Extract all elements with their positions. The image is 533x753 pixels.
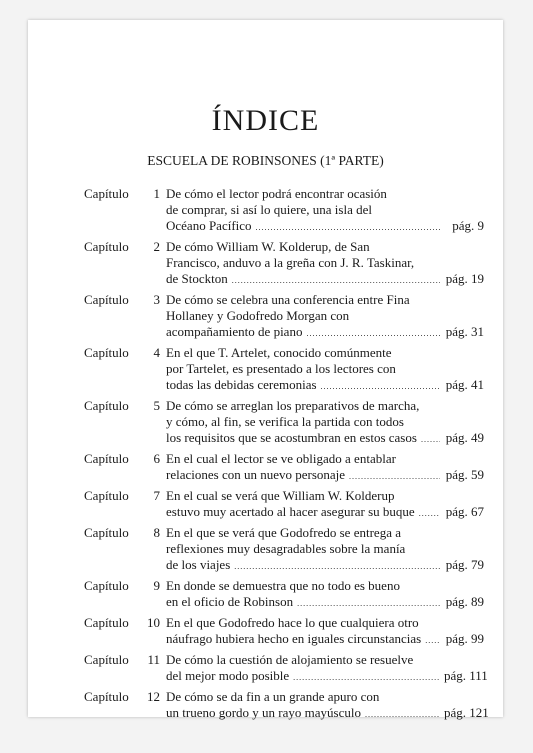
- chapter-label: Capítulo: [84, 689, 129, 704]
- toc-entry: [84, 689, 489, 723]
- chapter-number: 10: [147, 615, 160, 630]
- chapter-title-last-line: [166, 324, 484, 342]
- page-number: pág. 67: [445, 504, 484, 519]
- dot-leader: [306, 324, 440, 342]
- chapter-label: Capítulo: [84, 525, 129, 540]
- chapter-title-line: de comprar, si así lo quiere, una isla del: [166, 202, 372, 217]
- chapter-title-line: estuvo muy acertado al hacer asegurar su buque: [166, 504, 415, 519]
- chapter-label: Capítulo: [84, 615, 129, 630]
- chapter-title: [166, 615, 484, 649]
- chapter-label: Capítulo: [84, 578, 129, 593]
- chapter-title-line: de los viajes: [166, 557, 231, 572]
- chapter-number: 3: [153, 292, 160, 307]
- chapter-title-line: Océano Pacífico: [166, 218, 252, 233]
- chapter-number: 1: [153, 186, 160, 201]
- chapter-title-line: En el que se verá que Godofredo se entrega a: [166, 525, 401, 540]
- chapter-title-line: En donde se demuestra que no todo es bueno: [166, 578, 400, 593]
- dot-leader: [232, 271, 440, 289]
- chapter-number: 6: [153, 451, 160, 466]
- chapter-title-last-line: [166, 594, 484, 612]
- chapter-title: [166, 689, 489, 723]
- chapter-title-last-line: [166, 377, 484, 395]
- chapter-title-line: De cómo el lector podrá encontrar ocasión: [166, 186, 387, 201]
- page-number: pág. 99: [445, 631, 484, 646]
- chapter-title-line: acompañamiento de piano: [166, 324, 303, 339]
- chapter-title-line: todas las debidas ceremonias: [166, 377, 317, 392]
- chapter-title: [166, 488, 484, 522]
- page-number: pág. 19: [445, 271, 484, 286]
- toc-entry: [84, 186, 484, 236]
- chapter-label: Capítulo: [84, 239, 129, 254]
- chapter-title: [166, 652, 488, 686]
- chapter-title-last-line: [166, 557, 484, 575]
- chapter-title-line: De cómo William W. Kolderup, de San: [166, 239, 370, 254]
- chapter-title-last-line: [166, 631, 484, 649]
- dot-leader: [425, 631, 440, 649]
- chapter-label: Capítulo: [84, 186, 129, 201]
- page-number: pág. 121: [444, 705, 489, 720]
- chapter-title-line: De cómo la cuestión de alojamiento se resuelve: [166, 652, 414, 667]
- chapter-number: 4: [153, 345, 160, 360]
- toc-entry: [84, 345, 484, 395]
- chapter-title-line: Hollaney y Godofredo Morgan con: [166, 308, 350, 323]
- page-number: pág. 111: [444, 668, 488, 683]
- dot-leader: [419, 504, 440, 522]
- toc-entry: [84, 488, 484, 522]
- toc-entry: [84, 451, 484, 485]
- chapter-title-line: En el que T. Artelet, conocido comúnmente: [166, 345, 392, 360]
- chapter-label: Capítulo: [84, 398, 129, 413]
- chapter-title-line: y cómo, al fin, se verifica la partida con todos: [166, 414, 404, 429]
- chapter-label: Capítulo: [84, 345, 129, 360]
- chapter-title-line: de Stockton: [166, 271, 228, 286]
- chapter-number: 8: [153, 525, 160, 540]
- chapter-number: 12: [147, 689, 160, 704]
- toc-entry: [84, 652, 488, 686]
- chapter-title-line: náufrago hubiera hecho en iguales circunstancias: [166, 631, 422, 646]
- chapter-title-line: relaciones con un nuevo personaje: [166, 467, 346, 482]
- chapter-number: 5: [153, 398, 160, 413]
- chapter-label: Capítulo: [84, 292, 129, 307]
- chapter-title-line: reflexiones muy desagradables sobre la manía: [166, 541, 406, 556]
- chapter-number: 11: [147, 652, 160, 667]
- page-number: pág. 79: [445, 557, 484, 572]
- chapter-title: [166, 578, 484, 612]
- chapter-title: [166, 239, 484, 289]
- chapter-number: 7: [153, 488, 160, 503]
- chapter-title-last-line: [166, 668, 488, 686]
- page-title: ÍNDICE: [211, 104, 320, 137]
- chapter-title-last-line: [166, 430, 484, 448]
- chapter-title-line: De cómo se arreglan los preparativos de marcha,: [166, 398, 420, 413]
- chapter-title-last-line: [166, 218, 484, 236]
- chapter-title-line: De cómo se celebra una conferencia entre Fina: [166, 292, 410, 307]
- book-page: [28, 20, 503, 720]
- chapter-title: [166, 525, 484, 575]
- dot-leader: [293, 668, 440, 686]
- page-number: pág. 9: [452, 218, 484, 233]
- chapter-number: 9: [153, 578, 160, 593]
- dot-leader: [256, 218, 440, 236]
- dot-leader: [421, 430, 440, 448]
- chapter-title-line: En el que Godofredo hace lo que cualquiera otro: [166, 615, 419, 630]
- chapter-label: Capítulo: [84, 488, 129, 503]
- table-of-contents: [84, 186, 489, 726]
- dot-leader: [321, 377, 440, 395]
- page-number: pág. 49: [445, 430, 484, 445]
- chapter-number: 2: [153, 239, 160, 254]
- toc-entry: [84, 615, 484, 649]
- toc-entry: [84, 525, 484, 575]
- chapter-title-line: del mejor modo posible: [166, 668, 290, 683]
- page-number: pág. 31: [445, 324, 484, 339]
- dot-leader: [297, 594, 440, 612]
- toc-entry: [84, 292, 484, 342]
- chapter-title-line: por Tartelet, es presentado a los lectores con: [166, 361, 396, 376]
- chapter-title-line: En el cual se verá que William W. Kolderup: [166, 488, 395, 503]
- chapter-title-line: un trueno gordo y un rayo mayúsculo: [166, 705, 361, 720]
- chapter-title-line: De cómo se da fin a un grande apuro con: [166, 689, 380, 704]
- toc-entry: [84, 398, 484, 448]
- page-number: pág. 41: [445, 377, 484, 392]
- chapter-title-line: los requisitos que se acostumbran en estos casos: [166, 430, 417, 445]
- chapter-title-last-line: [166, 467, 484, 485]
- chapter-title-last-line: [166, 705, 489, 723]
- page-number: pág. 59: [445, 467, 484, 482]
- chapter-title: [166, 186, 484, 236]
- chapter-title: [166, 451, 484, 485]
- dot-leader: [234, 557, 440, 575]
- chapter-title: [166, 345, 484, 395]
- chapter-title-line: En el cual el lector se ve obligado a entablar: [166, 451, 396, 466]
- chapter-title-line: en el oficio de Robinson: [166, 594, 294, 609]
- chapter-title: [166, 292, 484, 342]
- toc-entry: [84, 239, 484, 289]
- chapter-label: Capítulo: [84, 652, 129, 667]
- chapter-title-line: Francisco, anduvo a la greña con J. R. Taskinar,: [166, 255, 415, 270]
- toc-entry: [84, 578, 484, 612]
- page-number: pág. 89: [445, 594, 484, 609]
- chapter-title: [166, 398, 484, 448]
- dot-leader: [349, 467, 440, 485]
- chapter-title-last-line: [166, 504, 484, 522]
- dot-leader: [365, 705, 440, 723]
- section-subtitle: ESCUELA DE ROBINSONES (1ª PARTE): [147, 153, 384, 168]
- chapter-label: Capítulo: [84, 451, 129, 466]
- chapter-title-last-line: [166, 271, 484, 289]
